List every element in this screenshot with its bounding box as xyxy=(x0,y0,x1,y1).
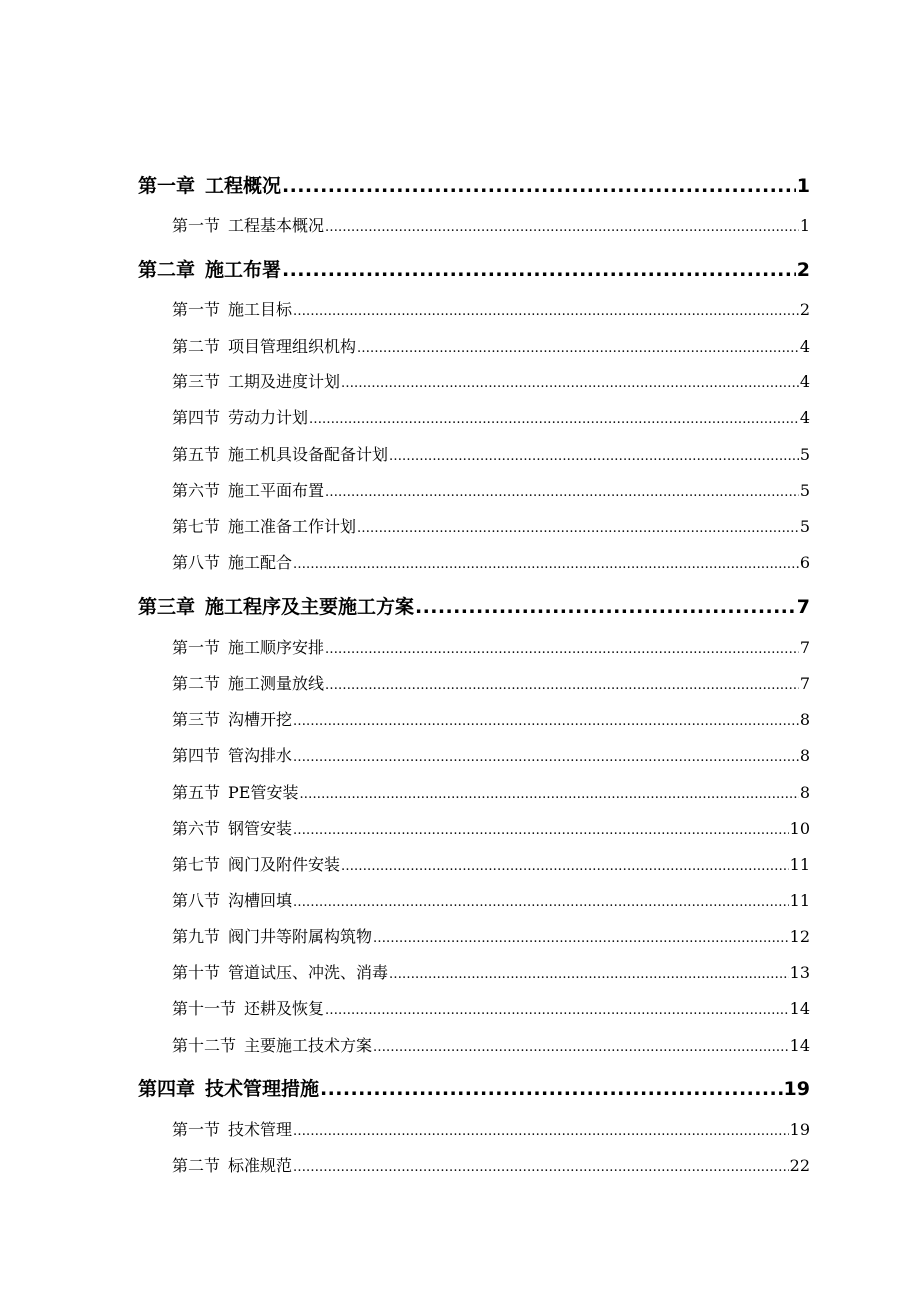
toc-chapter-label xyxy=(138,593,414,621)
section-title: 还耕及恢复 xyxy=(244,999,325,1018)
toc-section-label xyxy=(172,1118,292,1142)
section-number: 第五节 xyxy=(172,445,221,464)
section-number: 第九节 xyxy=(172,927,221,946)
toc-section[interactable] xyxy=(172,961,810,985)
section-title: 施工目标 xyxy=(228,300,293,319)
section-title: 施工配合 xyxy=(228,553,293,572)
toc-section[interactable] xyxy=(172,853,810,877)
toc-section[interactable] xyxy=(172,1034,810,1058)
toc-section[interactable] xyxy=(172,515,810,539)
section-number: 第一节 xyxy=(172,300,221,319)
dot-leader xyxy=(293,744,799,768)
toc-section[interactable] xyxy=(172,636,810,660)
page-number: 5 xyxy=(799,445,810,464)
section-title: 标准规范 xyxy=(228,1156,293,1175)
section-title: 施工测量放线 xyxy=(228,674,325,693)
toc-section[interactable] xyxy=(172,406,810,430)
toc-section-label xyxy=(172,1034,372,1058)
toc-chapter-label xyxy=(138,172,281,200)
page-number: 14 xyxy=(789,999,810,1018)
section-title: 管道试压、冲洗、消毒 xyxy=(228,963,389,982)
toc-section[interactable] xyxy=(172,817,810,841)
chapter-title: 施工程序及主要施工方案 xyxy=(205,596,415,618)
page-number: 2 xyxy=(796,259,810,281)
toc-chapter-1[interactable] xyxy=(138,172,810,200)
toc-section[interactable] xyxy=(172,370,810,394)
section-number: 第十二节 xyxy=(172,1036,237,1055)
page-number: 11 xyxy=(789,891,810,910)
dot-leader xyxy=(325,672,799,696)
dot-leader xyxy=(320,1075,783,1103)
toc-section[interactable] xyxy=(172,335,810,359)
page-number: 19 xyxy=(783,1078,810,1100)
chapter-number: 第一章 xyxy=(138,175,196,197)
toc-section-label xyxy=(172,925,372,949)
toc-section-label xyxy=(172,636,324,660)
section-title: 工程基本概况 xyxy=(228,216,325,235)
page-number: 14 xyxy=(789,1036,810,1055)
chapter-number: 第四章 xyxy=(138,1078,196,1100)
toc-section[interactable] xyxy=(172,1118,810,1142)
section-number: 第十节 xyxy=(172,963,221,982)
watermark xyxy=(392,896,562,916)
section-title: 阀门及附件安装 xyxy=(228,855,341,874)
section-title: 钢管安装 xyxy=(228,819,293,838)
page-number: 2 xyxy=(799,300,810,319)
section-number: 第七节 xyxy=(172,855,221,874)
toc-chapter-3[interactable] xyxy=(138,593,810,621)
page-number: 8 xyxy=(799,783,810,802)
dot-leader xyxy=(341,853,789,877)
section-number: 第六节 xyxy=(172,481,221,500)
section-title: 劳动力计划 xyxy=(228,408,309,427)
dot-leader xyxy=(282,256,796,284)
toc-section-label xyxy=(172,298,292,322)
section-number: 第八节 xyxy=(172,891,221,910)
section-title: 技术管理 xyxy=(228,1120,293,1139)
dot-leader xyxy=(293,708,799,732)
toc-section-label xyxy=(172,997,324,1021)
toc-chapter-4[interactable] xyxy=(138,1075,810,1103)
toc-section-label xyxy=(172,214,324,238)
page-number: 7 xyxy=(796,596,810,618)
toc-section[interactable] xyxy=(172,479,810,503)
toc-section-label xyxy=(172,551,292,575)
section-number: 第二节 xyxy=(172,674,221,693)
toc-section[interactable] xyxy=(172,551,810,575)
toc-section-label xyxy=(172,672,324,696)
section-title: 施工顺序安排 xyxy=(228,638,325,657)
dot-leader xyxy=(293,1118,789,1142)
section-number: 第六节 xyxy=(172,819,221,838)
page-number: 13 xyxy=(789,963,810,982)
section-number: 第一节 xyxy=(172,638,221,657)
toc-section-label xyxy=(172,817,292,841)
toc-section[interactable] xyxy=(172,781,810,805)
toc-section-label xyxy=(172,889,292,913)
toc-chapter-2[interactable] xyxy=(138,256,810,284)
section-number: 第三节 xyxy=(172,372,221,391)
section-number: 第二节 xyxy=(172,337,221,356)
dot-leader xyxy=(357,335,799,359)
toc-section[interactable] xyxy=(172,214,810,238)
chapter-number: 第三章 xyxy=(138,596,196,618)
dot-leader xyxy=(293,551,799,575)
section-title: 项目管理组织机构 xyxy=(228,337,357,356)
page-number: 5 xyxy=(799,517,810,536)
page-number: 12 xyxy=(789,927,810,946)
section-number: 第八节 xyxy=(172,553,221,572)
toc-section[interactable] xyxy=(172,443,810,467)
toc-section[interactable] xyxy=(172,925,810,949)
toc-section-label xyxy=(172,479,324,503)
toc-section-label xyxy=(172,370,340,394)
section-title: PE管安装 xyxy=(228,783,299,802)
dot-leader xyxy=(415,593,796,621)
toc-chapter-label xyxy=(138,1075,319,1103)
dot-leader xyxy=(373,1034,789,1058)
dot-leader xyxy=(325,997,789,1021)
dot-leader xyxy=(293,298,799,322)
dot-leader xyxy=(357,515,799,539)
dot-leader xyxy=(389,443,799,467)
toc-section[interactable] xyxy=(172,708,810,732)
dot-leader xyxy=(282,172,796,200)
section-title: 施工平面布置 xyxy=(228,481,325,500)
chapter-title: 工程概况 xyxy=(205,175,282,197)
section-number: 第四节 xyxy=(172,746,221,765)
section-title: 施工机具设备配备计划 xyxy=(228,445,389,464)
page-number: 1 xyxy=(799,216,810,235)
page-number: 22 xyxy=(789,1156,810,1175)
page-number: 1 xyxy=(796,175,810,197)
dot-leader xyxy=(325,636,799,660)
page-number: 11 xyxy=(789,855,810,874)
section-title: 工期及进度计划 xyxy=(228,372,341,391)
section-number: 第五节 xyxy=(172,783,221,802)
toc-section-label xyxy=(172,781,298,805)
dot-leader xyxy=(309,406,799,430)
section-title: 管沟排水 xyxy=(228,746,293,765)
section-number: 第一节 xyxy=(172,1120,221,1139)
section-number: 第三节 xyxy=(172,710,221,729)
section-number: 第四节 xyxy=(172,408,221,427)
toc-section-label xyxy=(172,443,388,467)
toc-section[interactable] xyxy=(172,672,810,696)
dot-leader xyxy=(299,781,798,805)
page-number: 19 xyxy=(789,1120,810,1139)
toc-section-label xyxy=(172,406,308,430)
toc-section-label xyxy=(172,853,340,877)
section-title: 沟槽开挖 xyxy=(228,710,293,729)
page-number: 6 xyxy=(799,553,810,572)
page-number: 8 xyxy=(799,710,810,729)
toc-section-label xyxy=(172,515,356,539)
section-title: 阀门井等附属构筑物 xyxy=(228,927,373,946)
dot-leader xyxy=(325,479,799,503)
dot-leader xyxy=(389,961,789,985)
section-title: 沟槽回填 xyxy=(228,891,293,910)
toc-section[interactable] xyxy=(172,997,810,1021)
toc-section[interactable] xyxy=(172,298,810,322)
dot-leader xyxy=(293,1154,789,1178)
dot-leader xyxy=(373,925,789,949)
page-number: 4 xyxy=(799,372,810,391)
dot-leader xyxy=(293,817,789,841)
toc-section-label xyxy=(172,744,292,768)
dot-leader xyxy=(325,214,799,238)
section-number: 第二节 xyxy=(172,1156,221,1175)
toc-chapter-label xyxy=(138,256,281,284)
dot-leader xyxy=(341,370,799,394)
toc-section[interactable] xyxy=(172,744,810,768)
chapter-number: 第二章 xyxy=(138,259,196,281)
section-title: 施工准备工作计划 xyxy=(228,517,357,536)
page-number: 5 xyxy=(799,481,810,500)
toc-section-label xyxy=(172,961,388,985)
section-title: 主要施工技术方案 xyxy=(244,1036,373,1055)
section-number: 第七节 xyxy=(172,517,221,536)
page-number: 7 xyxy=(799,674,810,693)
chapter-title: 技术管理措施 xyxy=(205,1078,320,1100)
page-number: 4 xyxy=(799,337,810,356)
section-number: 第十一节 xyxy=(172,999,237,1018)
page-number: 8 xyxy=(799,746,810,765)
page-number: 10 xyxy=(789,819,810,838)
chapter-title: 施工布署 xyxy=(205,259,282,281)
toc-section-label xyxy=(172,708,292,732)
toc-section-label xyxy=(172,335,356,359)
toc-section-label xyxy=(172,1154,292,1178)
toc-section[interactable] xyxy=(172,1154,810,1178)
section-number: 第一节 xyxy=(172,216,221,235)
page-number: 7 xyxy=(799,638,810,657)
page-number: 4 xyxy=(799,408,810,427)
